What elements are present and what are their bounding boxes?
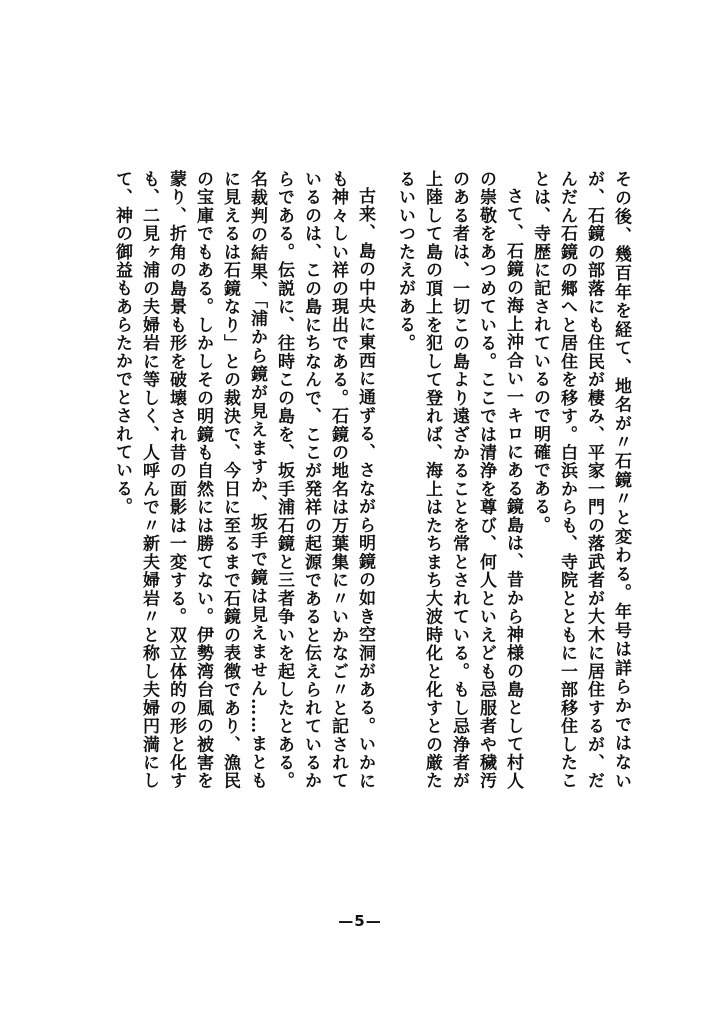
page-number: —5—	[338, 912, 382, 930]
paragraph-3: 古来、島の中央に東西に通ずる、さながら明鏡の如き空洞がある。いかにも神々しい祥の現出である。石鏡の地名は万葉集に〃いかなご〃と記されているのは、この島にちなんで、ここが発祥の起源であると伝えられているからである。伝説に、往時この島を、坂手浦石鏡と三者争いを起したとある。名裁判の結果、「浦から鏡が見えますか、坂手で鏡は見えません……まともに見えるは石鏡なり」との裁決で、今日に至るまで石鏡の表徴であり、漁民の宝庫でもある。しかしその明鏡も自然には勝てない。伊勢湾台風の被害を蒙り、折角の島景も形を破壊され昔の面影は一変する。双立体的の形と化すも、二見ヶ浦の夫婦岩に等しく、人呼んで〃新夫婦岩〃と称し夫婦円満にして、神の御益もあらたかでとされている。	[112, 170, 375, 790]
paragraph-2: さて、石鏡の海上沖合い一キロにある鏡島は、昔から神様の島として村人の崇敬をあつめている。ここでは清浄を尊び、何人といえども忌服者や穢汚のある者は、一切この島より遠ざかることを常とされている。もし忌浄者が上陸して島の頂上を犯して登れば、海上はたちまち大波時化と化すとの厳たるいいつたえがある。	[395, 170, 523, 790]
paragraph-1: その後、幾百年を経て、地名が〃石鏡〃と変わる。年号は詳らかではないが、石鏡の部落にも住民が棲み、平家一門の落武者が大木に居住するが、だんだん石鏡の郷へと居住を移す。白浜からも、寺院とともに一部移住したことは、寺歴に記されているので明確である。	[530, 170, 631, 790]
body-text	[95, 170, 634, 790]
